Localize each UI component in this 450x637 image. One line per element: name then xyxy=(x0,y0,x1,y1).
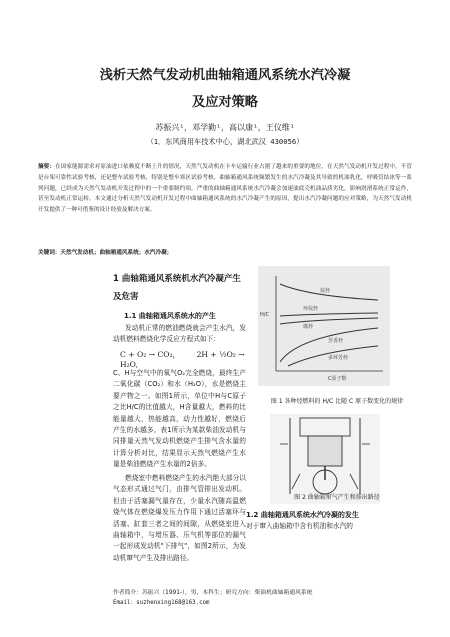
fig1-label-polycyclic: 多环芳烃 xyxy=(328,355,349,361)
affiliation: （1．东风商用车技术中心，湖北武汉 430056） xyxy=(146,137,304,146)
paragraph-4: 对于窜入曲轴箱中含有机油和水汽的 xyxy=(246,522,353,530)
footer-author: 作者简介：苏振兴（1991-），男，本科生；研究方向：柴油机曲轴箱通风系统 xyxy=(113,590,313,596)
abstract xyxy=(38,162,412,216)
equation-2: 2H + ½O₂ → H₂O, xyxy=(120,350,245,369)
authors: 苏振兴¹，邓学勤¹，高以康¹，王仪维¹ xyxy=(155,123,295,132)
paragraph-3: 燃烧室中燃料燃烧产生的水汽绝大部分以气态形式通过气门，由排气管排出发动机。但由于活塞漏气量存在，少量水汽随高温燃烧气体在燃烧爆发压力作用下通过活塞环与活塞、缸套三者之间的间隙，从燃烧室进入曲轴箱中，与增压器、压气机等部位的漏气一起形成发动机"下排气"，如图2所示，为发动机窜气产生及排出路径。 xyxy=(113,474,246,562)
footer-email: Email：suzhenxing168@163.com xyxy=(113,600,210,606)
figure-2-caption: 图 2 曲轴箱窜气产生和排出路径 xyxy=(294,494,380,501)
footer xyxy=(113,588,312,608)
fig1-x-label: C原子数 xyxy=(328,376,347,382)
keywords: 关键词：天然气发动机；曲轴箱通风系统；水汽冷凝； xyxy=(38,250,173,256)
section12-heading: 1.2 曲轴箱通风系统水汽冷凝的发生 xyxy=(246,511,359,519)
fig1-y-label: H/C xyxy=(260,312,269,318)
section11-heading: 1.1 曲轴箱通风系统水的产生 xyxy=(124,312,216,320)
figure-1-chart xyxy=(258,266,390,386)
section1-heading: 1 曲轴箱通风系统机水汽冷凝产生及危害 xyxy=(113,274,241,302)
fig1-label-alkene: 烯烃 xyxy=(303,324,314,330)
equation-1: C + O₂ → CO₂， xyxy=(120,350,181,359)
fig1-label-alkane: 烷烃 xyxy=(320,288,331,294)
figure-1-caption: 图 1 各种烃燃料的 H/C 比随 C 原子数变化的规律 xyxy=(270,398,404,405)
paragraph-2: C、H与空气中的氧气O₂完全燃烧，最终生产二氧化碳（CO₂）和水（H₂O），水是燃烧主要产物之一。如图1所示，单位中H与C原子之比H/C的比值越大，H含量越大，燃料的比能量越大，热能越高，动力性越好，燃烧后产生的水越多。表1所示为某款柴油发动机与同排量天然气发动机燃烧产生排气含水量的计算分析对比，结果显示天然气燃烧产生水量是柴油燃烧产生水量的2倍多。 xyxy=(113,369,246,469)
fig1-label-cycloalkane: 环烷烃 xyxy=(303,306,319,312)
fig1-label-aromatic: 芳香烃 xyxy=(328,338,344,344)
paper-title-line2: 及应对策略 xyxy=(192,95,258,110)
equation xyxy=(120,349,260,369)
paper-title-line1: 浅析天然气发动机曲轴箱通风系统水汽冷凝 xyxy=(99,68,351,83)
abstract-label: 摘要： xyxy=(38,164,56,170)
paragraph-1: 发动机正常的燃油燃烧就会产生水汽，发动机燃料燃烧化学反应方程式如下： xyxy=(113,324,246,344)
figure-2-engine-diagram xyxy=(270,414,380,504)
abstract-text: 在国家能源需求对原油进口依赖度不断上升的情况，天然气发动机在卡车运输行业占据了越来的重要的地位，在天然气发动机开发过程中，不管是台架可靠性试验考核，还是整车试验考核，特别是整车寒区试验考核，曲轴箱通风系统频繁发生的水汽冷凝及其导致的机油乳化，呼吸管结冰等一系列问题，已经成为天然气发动机开发过程中的一个重要制约项。严重的曲轴箱通风系统水汽冷凝会加速油底壳机油品质劣化，影响润滑系统正常运作，甚至发动机正常运转。本文通过分析天然气发动机开发过程中曲轴箱通风系统的水汽冷凝产生的原因，提出水汽冷凝问题的应对策略，为天然气发动机开发提供了一种可借鉴的设计经验及解决方案。 xyxy=(38,164,412,214)
